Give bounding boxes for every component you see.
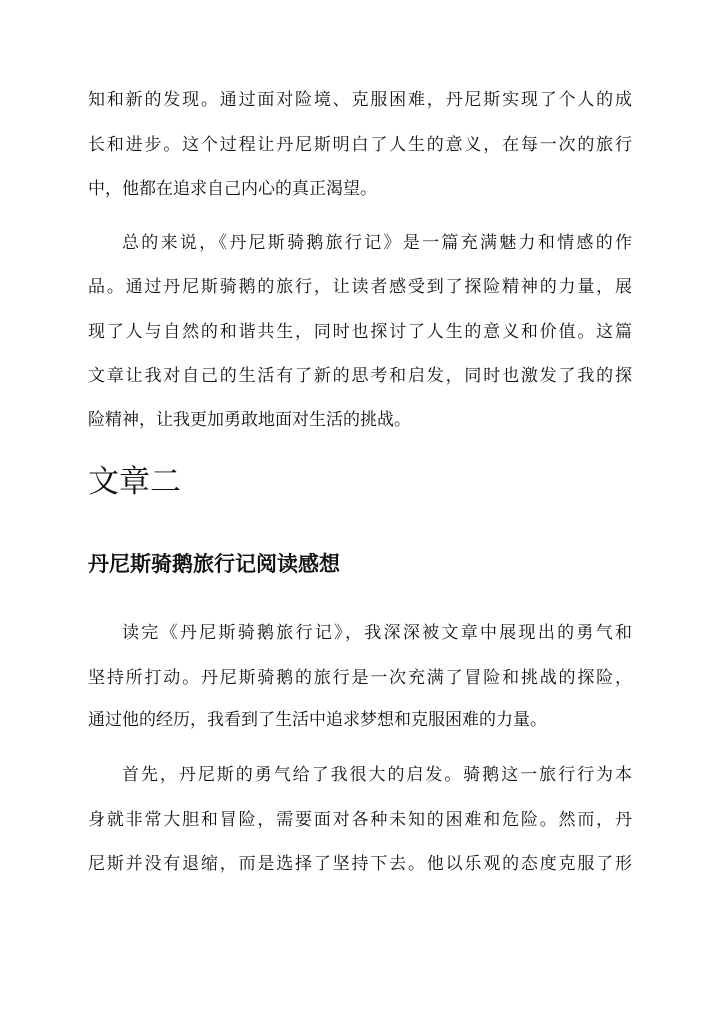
section-heading: 文章二: [88, 464, 181, 500]
text-line: 总的来说，《丹尼斯骑鹅旅行记》是一篇充满魅力和情感的作: [122, 233, 632, 253]
text-line: 首先，丹尼斯的勇气给了我很大的启发。骑鹅这一旅行行为本: [122, 765, 632, 785]
article-title: 丹尼斯骑鹅旅行记阅读感想: [88, 551, 340, 576]
text-line: 身就非常大胆和冒险，需要面对各种未知的困难和危险。然而，丹: [88, 810, 632, 830]
text-line: 现了人与自然的和谐共生，同时也探讨了人生的意义和价值。这篇: [88, 322, 632, 342]
text-line: 尼斯并没有退缩，而是选择了坚持下去。他以乐观的态度克服了形: [88, 854, 632, 874]
text-line: 读完《丹尼斯骑鹅旅行记》，我深深被文章中展现出的勇气和: [122, 623, 632, 643]
text-line: 文章让我对自己的生活有了新的思考和启发，同时也激发了我的探: [88, 366, 632, 386]
text-line: 品。通过丹尼斯骑鹅的旅行，让读者感受到了探险精神的力量，展: [88, 277, 632, 297]
text-line: 长和进步。这个过程让丹尼斯明白了人生的意义，在每一次的旅行: [88, 135, 632, 155]
text-line: 险精神，让我更加勇敢地面对生活的挑战。: [88, 410, 411, 430]
text-line: 知和新的发现。通过面对险境、克服困难，丹尼斯实现了个人的成: [88, 90, 632, 110]
text-line: 中，他都在追求自己内心的真正渴望。: [88, 179, 377, 199]
text-line: 坚持所打动。丹尼斯骑鹅的旅行是一次充满了冒险和挑战的探险，: [88, 668, 632, 688]
text-line: 通过他的经历，我看到了生活中追求梦想和克服困难的力量。: [88, 710, 547, 730]
